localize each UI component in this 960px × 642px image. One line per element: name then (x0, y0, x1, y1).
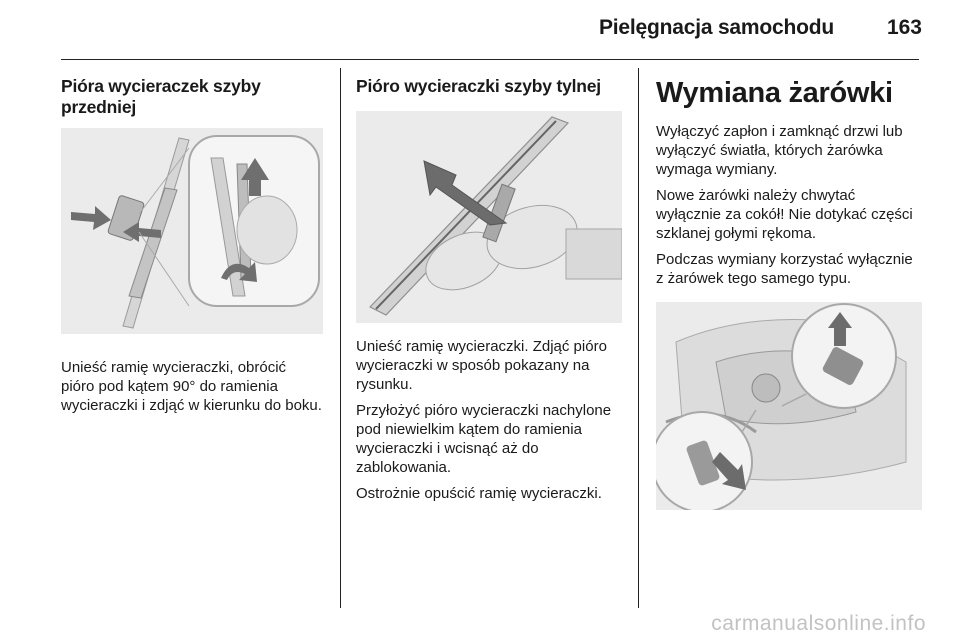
section-front-wipers (61, 76, 323, 422)
watermark: carmanualsonline.info (711, 612, 926, 635)
section-rear-wiper (356, 76, 622, 510)
paragraph: Unieść ramię wycieraczki. Zdjąć pióro wycieraczki w sposób pokazany na rysunku. (356, 338, 607, 393)
paragraph: Unieść ramię wycieraczki, obrócić pióro pod kątem 90° do ramienia wycieraczki i zdjąć w kierunku do boku. (61, 359, 322, 414)
headlamp-bulb-illustration (656, 302, 922, 510)
section-heading-bulb-replacement: Wymiana żarówki (656, 77, 893, 109)
section-bulb-replacement (656, 76, 922, 510)
column-divider-1 (340, 68, 341, 608)
paragraph: Nowe żarówki należy chwytać wyłącznie za cokół! Nie dotykać części szklanej gołymi rękoma. (656, 187, 913, 242)
header-divider (61, 59, 919, 60)
paragraph: Podczas wymiany korzystać wyłącznie z żarówek tego samego typu. (656, 251, 913, 287)
column-divider-2 (638, 68, 639, 608)
paragraph: Ostrożnie opuścić ramię wycieraczki. (356, 485, 602, 502)
section-heading-front-wipers: Pióra wycieraczek szyby przedniej (61, 76, 261, 117)
section-heading-rear-wiper: Pióro wycieraczki szyby tylnej (356, 76, 601, 96)
rear-wiper-illustration (356, 111, 622, 323)
page-title: Pielęgnacja samochodu (598, 16, 834, 39)
paragraph: Wyłączyć zapłon i zamknąć drzwi lub wyłączyć światła, których żarówka wymaga wymiany. (656, 123, 903, 178)
front-wiper-illustration (61, 128, 323, 334)
page-number: 163 (886, 16, 922, 39)
paragraph: Przyłożyć pióro wycieraczki nachylone pod niewielkim kątem do ramienia wycieraczki i wcisnąć aż do zablokowania. (356, 402, 612, 476)
